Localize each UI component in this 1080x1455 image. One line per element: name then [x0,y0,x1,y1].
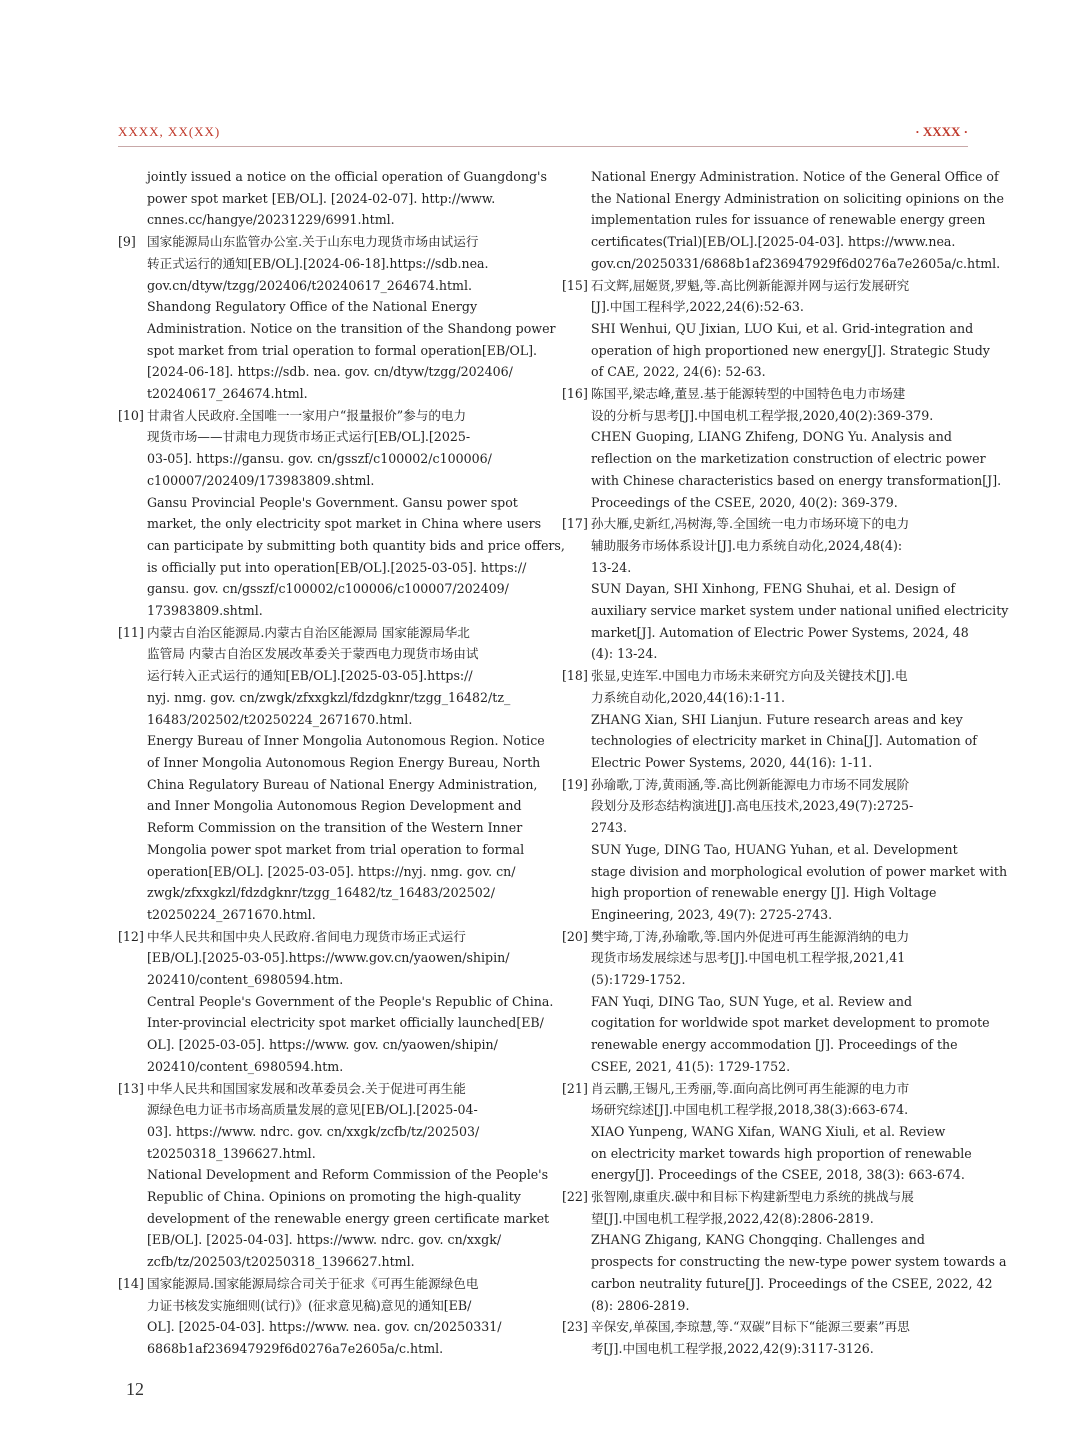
reference-entry [118,1273,523,1360]
reference-line: power spot market [EB/OL]. [2024-02-07]. http://www. [147,190,496,206]
reference-line: 173983809.shtml. [147,603,263,619]
reference-entry [118,926,554,1078]
reference-line: China Regulatory Bureau of National Energy Administration, [147,776,538,792]
reference-number: [16] [562,386,588,402]
reference-line: [EB/OL]. [2025-04-03]. https://www. ndrc. gov. cn/xxgk/ [147,1232,502,1248]
reference-line: Energy Bureau of Inner Mongolia Autonomous Region. Notice [147,733,545,749]
reference-line: operation of high proportioned new energy[J]. Strategic Study [591,342,990,358]
reference-line: Proceedings of the CSEE, 2020, 40(2): 369-379. [591,494,898,510]
reference-number: [11] [118,624,144,640]
reference-line: 03-05]. https://gansu. gov. cn/gsszf/c100002/c100006/ [147,451,492,467]
reference-line: cogitation for worldwide spot market development to promote [591,1015,990,1031]
reference-line: Engineering, 2023, 49(7): 2725-2743. [591,906,833,922]
reference-line: 段划分及形态结构演进[J].高电压技术,2023,49(7):2725- [591,798,914,814]
journal-volume-label: XXXX, XX(XX) [118,124,221,139]
reference-line: 陈国平,梁志峰,董昱.基于能源转型的中国特色电力市场建 [591,386,906,402]
reference-line: 辅助服务市场体系设计[J].电力系统自动化,2024,48(4): [591,537,903,553]
reference-line: CSEE, 2021, 41(5): 1729-1752. [591,1058,791,1074]
reference-line: ZHANG Xian, SHI Lianjun. Future research areas and key [591,711,963,727]
reference-line: implementation rules for issuance of renewable energy green [591,212,986,228]
reference-number: [15] [562,277,588,293]
reference-entry [562,1186,1007,1316]
reference-line: 孙大雁,史新红,冯树海,等.全国统一电力市场环境下的电力 [591,516,910,532]
reference-line: 考[J].中国电机工程学报,2022,42(9):3117-3126. [591,1340,874,1356]
reference-line: Mongolia power spot market from trial operation to formal [147,841,525,857]
reference-entry [562,166,1004,275]
reference-line: National Energy Administration. Notice of the General Office of [591,169,999,184]
reference-line: zcfb/tz/202503/t20250318_1396627.html. [147,1254,415,1270]
reference-line: is officially put into operation[EB/OL].[2025-03-05]. https:// [147,559,527,575]
reference-line: 监管局 内蒙古自治区发展改革委关于蒙西电力现货市场由试 [147,646,479,662]
reference-line: 202410/content_6980594.htm. [147,972,344,988]
reference-number: [22] [562,1189,588,1205]
reference-line: 03]. https://www. ndrc. gov. cn/xxgk/zcfb/tz/202503/ [147,1123,480,1139]
reference-line: Shandong Regulatory Office of the National Energy [147,299,478,315]
reference-line: gansu. gov. cn/gsszf/c100002/c100006/c100007/202409/ [147,581,509,597]
reference-line: Administration. Notice on the transition of the Shandong power [147,320,556,336]
reference-line: 场研究综述[J].中国电机工程学报,2018,38(3):663-674. [591,1102,909,1118]
reference-line: certificates(Trial)[EB/OL].[2025-04-03]. https://www.nea. [591,234,956,250]
running-header [118,124,968,146]
reference-line: Central People's Government of the People's Republic of China. [147,993,554,1009]
reference-line: 16483/202502/t20250224_2671670.html. [147,711,413,727]
reference-line: 202410/content_6980594.htm. [147,1058,344,1074]
journal-name-label: · XXXX · [915,124,968,139]
reference-line: t20250224_2671670.html. [147,906,316,922]
reference-line: CHEN Guoping, LIANG Zhifeng, DONG Yu. Analysis and [591,429,952,445]
reference-line: 张显,史连军.中国电力市场未来研究方向及关键技术[J].电 [591,668,908,684]
reference-line: 内蒙古自治区能源局.内蒙古自治区能源局 国家能源局华北 [147,624,470,640]
reference-entry [562,774,1008,926]
reference-entry [562,1078,972,1187]
reference-number: [12] [118,928,144,944]
reference-line: 现货市场——甘肃电力现货市场正式运行[EB/OL].[2025- [147,429,471,445]
reference-line: market[J]. Automation of Electric Power Systems, 2024, 48 [591,624,969,640]
reference-line: high proportion of renewable energy [J]. High Voltage [591,885,937,901]
reference-line: t20240617_264674.html. [147,386,308,402]
reference-entry [562,513,1009,665]
header-divider [118,146,968,147]
reference-line: 辛保安,单葆国,李琼慧,等.“双碳”目标下“能源三要素”再思 [591,1319,910,1335]
reference-line: and Inner Mongolia Autonomous Region Development and [147,798,522,814]
reference-line: renewable energy accommodation [J]. Proceedings of the [591,1037,958,1053]
reference-line: of CAE, 2022, 24(6): 52-63. [591,364,766,380]
reference-line: 力证书核发实施细则(试行)》(征求意见稿)意见的通知[EB/ [147,1297,472,1313]
reference-line: energy[J]. Proceedings of the CSEE, 2018, 38(3): 663-674. [591,1167,965,1183]
reference-number: [19] [562,776,588,792]
reference-line: 甘肃省人民政府.全国唯一一家用户“报量报价”参与的电力 [147,407,467,423]
reference-line: 运行转入正式运行的通知[EB/OL].[2025-03-05].https:// [147,668,473,684]
reference-line: with Chinese characteristics based on energy transformation[J]. [591,472,1002,488]
reference-line: market, the only electricity spot market in China where users [147,516,542,532]
reference-line: 肖云鹏,王锡凡,王秀丽,等.面向高比例可再生能源的电力市 [591,1080,910,1096]
reference-line: 转正式运行的通知[EB/OL].[2024-06-18].https://sdb.nea. [147,255,489,271]
reference-number: [23] [562,1319,588,1335]
reference-line: spot market from trial operation to formal operation[EB/OL]. [147,342,538,358]
reference-line: zwgk/zfxxgkzl/fdzdgknr/tzgg_16482/tz_16483/202502/ [147,885,495,901]
reference-line: SHI Wenhui, QU Jixian, LUO Kui, et al. Grid-integration and [591,320,974,336]
reference-entry [562,383,1002,513]
reference-line: Republic of China. Opinions on promoting the high-quality [147,1189,521,1205]
reference-line: 石文辉,屈姬贤,罗魁,等.高比例新能源并网与运行发展研究 [591,277,910,293]
left-reference-column [118,166,565,1360]
page-number: 12 [126,1379,144,1399]
reference-line: 望[J].中国电机工程学报,2022,42(8):2806-2819. [591,1210,874,1226]
reference-line: can participate by submitting both quantity bids and price offers, [147,537,565,553]
reference-line: cnnes.cc/hangye/20231229/6991.html. [147,212,395,228]
reference-line: (5):1729-1752. [591,972,686,988]
reference-line: 力系统自动化,2020,44(16):1-11. [591,689,786,705]
reference-line: on electricity market towards high proportion of renewable [591,1145,972,1161]
reference-line: (8): 2806-2819. [591,1297,690,1313]
reference-line: (4): 13-24. [591,646,658,662]
reference-entry [562,665,977,774]
reference-entry [562,926,990,1078]
reference-line: the National Energy Administration on soliciting opinions on the [591,190,1004,206]
reference-line: 张智刚,康重庆.碳中和目标下构建新型电力系统的挑战与展 [591,1189,914,1205]
reference-line: auxiliary service market system under national unified electricity [591,603,1009,619]
reference-line: [2024-06-18]. https://sdb. nea. gov. cn/dtyw/tzgg/202406/ [147,364,513,380]
reference-line: OL]. [2025-03-05]. https://www. gov. cn/yaowen/shipin/ [147,1037,498,1053]
reference-number: [21] [562,1080,588,1096]
reference-line: 源绿色电力证书市场高质量发展的意见[EB/OL].[2025-04- [147,1102,478,1118]
reference-line: XIAO Yunpeng, WANG Xifan, WANG Xiuli, et al. Review [591,1123,946,1139]
reference-line: carbon neutrality future[J]. Proceedings of the CSEE, 2022, 42 [591,1275,993,1291]
reference-line: t20250318_1396627.html. [147,1145,316,1161]
reference-line: Inter-provincial electricity spot market officially launched[EB/ [147,1015,544,1031]
reference-line: operation[EB/OL]. [2025-03-05]. https://nyj. nmg. gov. cn/ [147,863,516,879]
reference-line: stage division and morphological evolution of power market with [591,863,1008,879]
reference-line: of Inner Mongolia Autonomous Region Energy Bureau, North [147,754,541,770]
reference-line: gov.cn/20250331/6868b1af236947929f6d0276a7e2605a/c.html. [591,255,1001,271]
reference-line: 2743. [591,820,628,836]
reference-line: Reform Commission on the transition of the Western Inner [147,820,523,836]
reference-line: c100007/202409/173983809.shtml. [147,472,375,488]
reference-line: SUN Yuge, DING Tao, HUANG Yuhan, et al. Development [591,841,958,857]
reference-line: development of the renewable energy green certificate market [147,1210,550,1226]
reference-line: [EB/OL].[2025-03-05].https://www.gov.cn/yaowen/shipin/ [147,950,510,966]
reference-number: [17] [562,516,588,532]
reference-number: [20] [562,928,588,944]
reference-line: gov.cn/dtyw/tzgg/202406/t20240617_264674.html. [147,277,472,293]
reference-line: 国家能源局山东监管办公室.关于山东电力现货市场由试运行 [147,234,479,250]
reference-number: [13] [118,1080,144,1096]
reference-line: 孙瑜歌,丁涛,黄雨涵,等.高比例新能源电力市场不同发展阶 [591,776,910,792]
reference-line: reflection on the marketization construction of electric power [591,451,986,467]
reference-line: Electric Power Systems, 2020, 44(16): 1-11. [591,754,873,770]
reference-entry [562,275,990,384]
reference-line: Gansu Provincial People's Government. Gansu power spot [147,494,518,510]
reference-entry [118,231,556,405]
reference-line: prospects for constructing the new-type power system towards a [591,1254,1007,1270]
reference-line: SUN Dayan, SHI Xinhong, FENG Shuhai, et al. Design of [591,581,956,597]
reference-line: FAN Yuqi, DING Tao, SUN Yuge, et al. Review and [591,993,913,1009]
reference-line: 现货市场发展综述与思考[J].中国电机工程学报,2021,41 [591,950,906,966]
reference-entry [118,166,547,231]
reference-number: [9] [118,234,136,250]
reference-number: [10] [118,407,144,423]
reference-entry [118,622,545,926]
reference-line: ZHANG Zhigang, KANG Chongqing. Challenges and [591,1232,925,1248]
reference-line: nyj. nmg. gov. cn/zwgk/zfxxgkzl/fdzdgknr/tzgg_16482/tz_ [147,689,511,705]
reference-line: 国家能源局.国家能源局综合司关于征求《可再生能源绿色电 [147,1275,479,1291]
reference-line: 6868b1af236947929f6d0276a7e2605a/c.html. [147,1340,444,1356]
reference-line: 13-24. [591,559,632,575]
reference-entry [118,1078,550,1273]
reference-number: [18] [562,668,588,684]
reference-line: jointly issued a notice on the official operation of Guangdong's [147,169,547,184]
reference-number: [14] [118,1275,144,1291]
reference-line: 中华人民共和国中央人民政府.省间电力现货市场正式运行 [147,928,466,944]
reference-entry [562,1316,967,1359]
reference-line: 设的分析与思考[J].中国电机工程学报,2020,40(2):369-379. [591,407,934,423]
reference-entry [118,405,565,622]
reference-line: National Development and Reform Commission of the People's [147,1167,549,1183]
reference-line: technologies of electricity market in China[J]. Automation of [591,733,977,749]
reference-line: OL]. [2025-04-03]. https://www. nea. gov. cn/20250331/ [147,1319,502,1335]
reference-line: [J].中国工程科学,2022,24(6):52-63. [591,299,804,315]
reference-line: 樊宇琦,丁涛,孙瑜歌,等.国内外促进可再生能源消纳的电力 [591,928,910,944]
right-reference-column [562,166,1009,1360]
reference-line: 中华人民共和国国家发展和改革委员会.关于促进可再生能 [147,1080,466,1096]
